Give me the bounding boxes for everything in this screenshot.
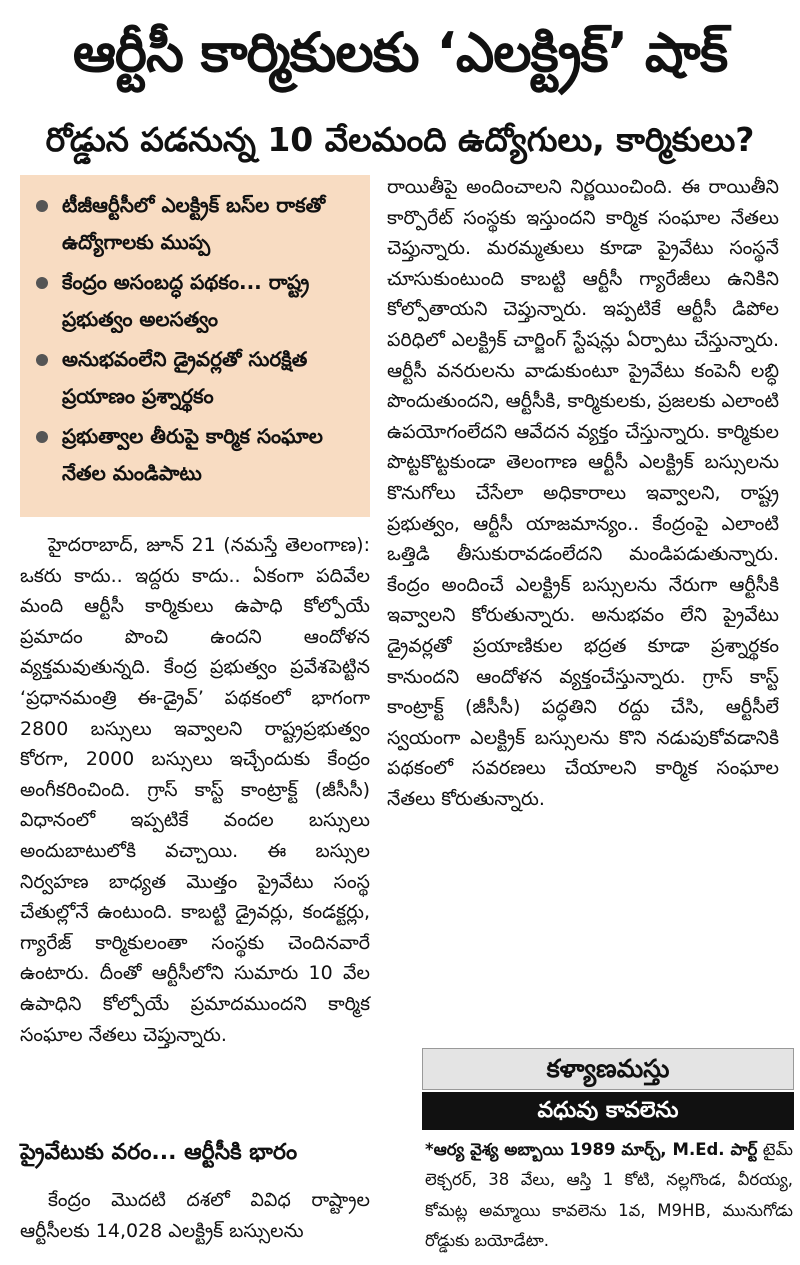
- highlights-list: [20, 175, 370, 492]
- classified-ad: [425, 1135, 793, 1257]
- article-right-column: [387, 172, 779, 814]
- highlight-item: [36, 264, 360, 338]
- highlight-text: కేంద్రం అసంబద్ధ పథకం... రాష్ట్ర ప్రభుత్వం అలసత్వం: [62, 270, 310, 331]
- article-section-column: [20, 1185, 370, 1246]
- classified-title: కళ్యాణమస్తు: [422, 1048, 794, 1090]
- highlight-item: [36, 418, 360, 492]
- headline: ఆర్టీసీ కార్మికులకు ‘ఎలక్ట్రిక్’ షాక్: [72, 21, 728, 84]
- highlight-item: [36, 187, 360, 261]
- article-paragraph: రాయితీపై అందించాలని నిర్ణయించింది. ఈ రాయితీని కార్పొరేట్ సంస్థకు ఇస్తుందని కార్మిక సంఘాల నేతలు చెప్తున్నారు. మరమ్మతులు కూడా ప్రైవేటు సంస్థనే చూసుకుంటుంది కాబట్టి ఆర్టీసీ గ్యారేజీలు ఉనికిని కోల్పోతాయని చెప్తున్నారు. ఇప్పటికే ఆర్టీసీ డిపోల పరిధిలో ఎలక్ట్రిక్ చార్జింగ్ స్టేషన్లు ఏర్పాటు చేస్తున్నారు. ఆర్టీసీ వనరులను వాడుకుంటూ ప్రైవేటు కంపెనీ లబ్ధి పొందుతుందని, ఆర్టీసీకి, కార్మికులకు, ప్రజలకు ఎలాంటి ఉపయోగంలేదని ఆవేదన వ్యక్తం చేస్తున్నారు. కార్మికుల పొట్టకొట్టకుండా తెలంగాణ ఆర్టీసీ ఎలక్ట్రిక్ బస్సులను కొనుగోలు చేసేలా అధికారాలు ఇవ్వాలని, రాష్ట్ర ప్రభుత్వం, ఆర్టీసీ యాజమాన్యం.. కేంద్రంపై ఎలాంటి ఒత్తిడి తీసుకురావడంలేదని మండిపడుతున్నారు. కేంద్రం అందించే ఎలక్ట్రిక్ బస్సులను నేరుగా ఆర్టీసీకి ఇవ్వాలని కోరుతున్నారు. అనుభవం లేని ప్రైవేటు డ్రైవర్లతో ప్రయాణికుల భద్రత కూడా ప్రశ్నార్థకం కానుందని ఆందోళన వ్యక్తంచేస్తున్నారు. గ్రాస్ కాస్ట్ కాంట్రాక్ట్ (జీసీసీ) పద్ధతిని రద్దు చేసి, ఆర్టీసీలే స్వయంగా ఎలక్ట్రిక్ బస్సులను కొని నడుపుకోవడానికి పథకంలో సవరణలు చేయాలని కార్మిక సంఘాల నేతలు కోరుతున్నారు.: [387, 176, 779, 810]
- highlight-text: అనుభవంలేని డ్రైవర్లతో సురక్షిత ప్రయాణం ప్రశ్నార్థకం: [62, 347, 308, 408]
- bullet-icon: [36, 200, 48, 212]
- section-heading: ప్రైవేటుకు వరం... ఆర్టీసీకి భారం: [20, 1140, 298, 1165]
- classified-lead: *ఆర్య వైశ్య అబ్బాయి 1989 మార్చ్, M.Ed. పార్ట్: [425, 1140, 758, 1159]
- classified-subtitle: వధువు కావలెను: [422, 1092, 794, 1130]
- article-paragraph: హైదరాబాద్, జూన్ 21 (నమస్తే తెలంగాణ): ఒకరు కాదు.. ఇద్దరు కాదు.. ఏకంగా పదివేల మంది ఆర్టీసీ కార్మికులు ఉపాధి కోల్పోయే ప్రమాదం పొంచి ఉందని ఆందోళన వ్యక్తమవుతున్నది. కేంద్ర ప్రభుత్వం ప్రవేశపెట్టిన ‘ప్రధానమంత్రి ఈ-డ్రైవ్’ పథకంలో భాగంగా 2800 బస్సులు ఇవ్వాలని రాష్ట్రప్రభుత్వం కోరగా, 2000 బస్సులు ఇచ్చేందుకు కేంద్రం అంగీకరించింది. గ్రాస్ కాస్ట్ కాంట్రాక్ట్ (జీసీసీ) విధానంలో ఇప్పటికే వందల బస్సులు అందుబాటులోకి వచ్చాయి. ఈ బస్సుల నిర్వహణ బాధ్యత మొత్తం ప్రైవేటు సంస్థ చేతుల్లోనే ఉంటుంది. కాబట్టి డ్రైవర్లు, కండక్టర్లు, గ్యారేజ్ కార్మికులంతా సంస్థకు చెందినవారే ఉంటారు. దీంతో ఆర్టీసీలోని సుమారు 10 వేల ఉపాధిని కోల్పోయే ప్రమాదముందని కార్మిక సంఘాల నేతలు చెప్తున్నారు.: [20, 534, 370, 1046]
- highlight-text: ప్రభుత్వాల తీరుపై కార్మిక సంఘాల నేతల మండిపాటు: [62, 424, 323, 485]
- bullet-icon: [36, 277, 48, 289]
- subheadline: రోడ్డున పడనున్న 10 వేలమంది ఉద్యోగులు, కార్మికులు?: [45, 120, 755, 159]
- article-left-column: [20, 530, 370, 1050]
- highlights-box: [20, 175, 370, 517]
- bullet-icon: [36, 431, 48, 443]
- article-paragraph: కేంద్రం మొదటి దశలో వివిధ రాష్ట్రాల ఆర్టీసీలకు 14,028 ఎలక్ట్రిక్ బస్సులను: [20, 1189, 370, 1242]
- bullet-icon: [36, 354, 48, 366]
- highlight-text: టీజీఆర్టీసీలో ఎలక్ట్రిక్ బస్‌ల రాకతో ఉద్యోగాలకు ముప్ప: [62, 193, 326, 254]
- highlight-item: [36, 341, 360, 415]
- classified-text: టైమ్ లెక్చరర్, 38 వేలు, ఆస్తి 1 కోటి, నల్లగొండ, వీరయ్య, కోమట్ల అమ్మాయి కావలెను 1వ, M9HB, మునుగోడు రోడ్డుకు బయోడేటా.: [425, 1140, 793, 1251]
